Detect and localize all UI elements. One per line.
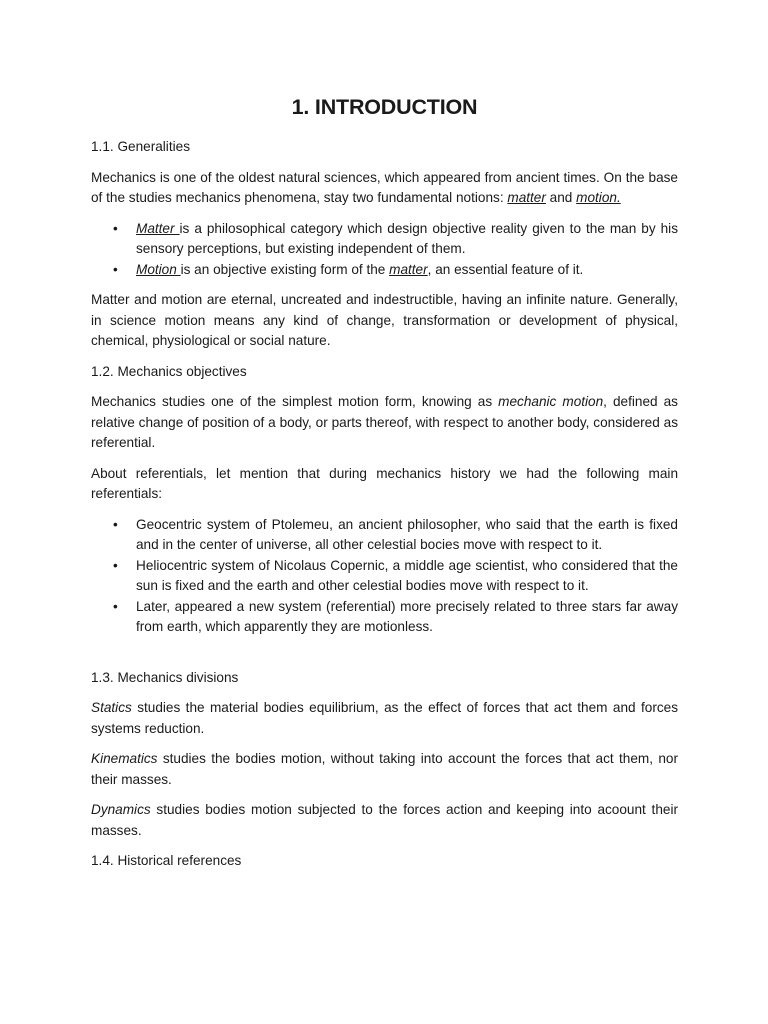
- paragraph-text: , defined as relative change of position of a body, or parts thereof, with respect to another body, considered as referential.: [91, 394, 678, 450]
- paragraph-dynamics: [91, 800, 678, 841]
- term-mechanic-motion: mechanic motion: [498, 394, 604, 409]
- term-matter: matter: [389, 261, 428, 277]
- document-page: [91, 92, 678, 882]
- list-item-text: Heliocentric system of Nicolaus Copernic, a middle age scientist, who considered that the sun is fixed and the earth and other celestial bodies move with respect to it.: [136, 557, 678, 593]
- bullet-icon: •: [113, 220, 118, 236]
- list-item-text: is a philosophical category which design objective reality given to the man by his sensory perceptions, but existing independent of them.: [136, 220, 678, 256]
- paragraph-kinematics: [91, 749, 678, 790]
- term-statics: Statics: [91, 700, 132, 715]
- paragraph-text: studies the bodies motion, without taking into account the forces that act them, nor their masses.: [91, 751, 678, 787]
- paragraph-matter-motion: Matter and motion are eternal, uncreated and indestructible, having an infinite nature. Generally, in science motion means any kind of change, transformation or development of physical, chemical, physiological or social nature.: [91, 292, 678, 348]
- list-item: [91, 515, 678, 556]
- bullet-icon: •: [113, 598, 118, 614]
- paragraph-text: studies bodies motion subjected to the forces action and keeping into acoount their masses.: [91, 802, 678, 838]
- bullet-list-referentials: [91, 515, 678, 638]
- section-heading-generalities: 1.1. Generalities: [91, 139, 190, 154]
- section-heading-historical: 1.4. Historical references: [91, 853, 242, 868]
- paragraph-referentials: About referentials, let mention that during mechanics history we had the following main referentials:: [91, 465, 678, 501]
- list-item-text: , an essential feature of it.: [427, 261, 584, 277]
- term-kinematics: Kinematics: [91, 751, 158, 766]
- term-matter: Matter: [136, 220, 180, 236]
- conjunction-text: and: [545, 190, 577, 205]
- paragraph-text: Mechanics studies one of the simplest motion form, knowing as: [91, 394, 499, 409]
- list-item-text: Geocentric system of Ptolemeu, an ancient philosopher, who said that the earth is fixed and in the center of universe, all other celestial bocies move with respect to it.: [136, 516, 678, 552]
- list-item: [91, 219, 678, 260]
- term-motion: Motion: [136, 261, 181, 277]
- page-title: 1. INTRODUCTION: [291, 95, 478, 119]
- spacer: [91, 648, 678, 668]
- paragraph-generalities-intro: [91, 168, 678, 209]
- bullet-list-notions: [91, 219, 678, 281]
- bullet-icon: •: [113, 261, 118, 277]
- paragraph-text: studies the material bodies equilibrium, as the effect of forces that act them and forces systems reduction.: [91, 700, 678, 736]
- term-matter: matter: [507, 190, 546, 205]
- list-item: [91, 556, 678, 597]
- paragraph-objectives: [91, 392, 678, 454]
- list-item-text: is an objective existing form of the: [180, 261, 390, 277]
- term-motion: motion.: [576, 190, 621, 205]
- term-dynamics: Dynamics: [91, 802, 151, 817]
- paragraph-statics: [91, 698, 678, 739]
- paragraph-text: Mechanics is one of the oldest natural sciences, which appeared from ancient times. On the base of the studies mechanics phenomena, stay two fundamental notions:: [91, 169, 678, 205]
- list-item-text: Later, appeared a new system (referential) more precisely related to three stars far away from earth, which apparently they are motionless.: [136, 598, 678, 634]
- list-item: [91, 260, 678, 281]
- section-heading-objectives: 1.2. Mechanics objectives: [91, 363, 247, 379]
- list-item: [91, 597, 678, 638]
- bullet-icon: •: [113, 516, 118, 532]
- section-heading-divisions: 1.3. Mechanics divisions: [91, 669, 239, 685]
- bullet-icon: •: [113, 557, 118, 573]
